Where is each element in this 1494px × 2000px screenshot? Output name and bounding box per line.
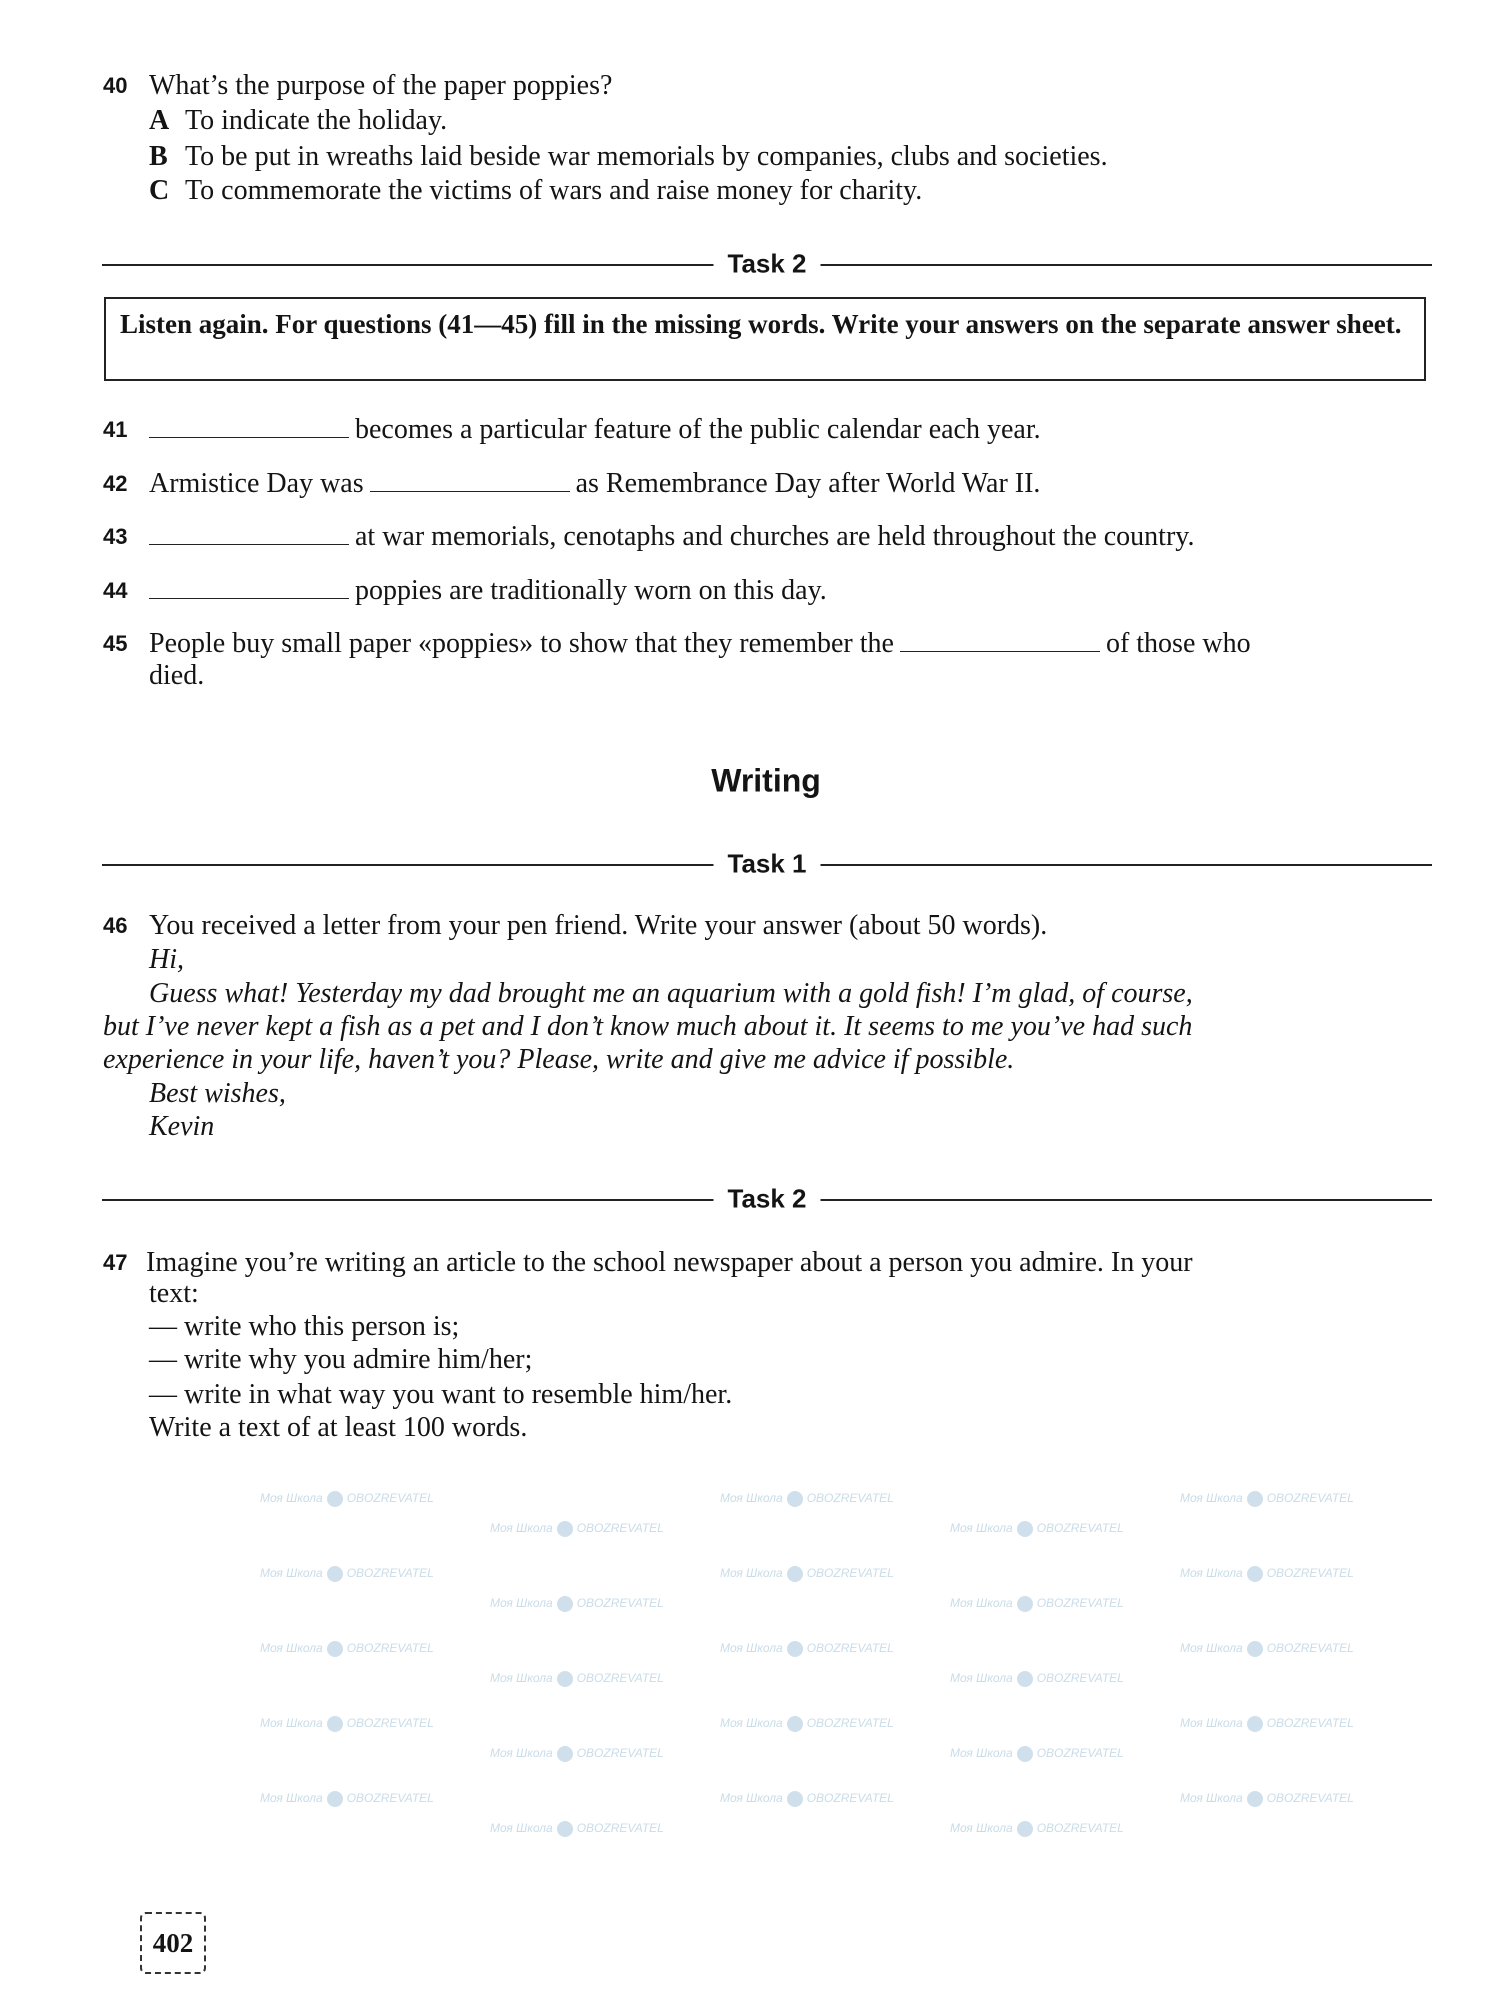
- watermark: Моя Школа OBOZREVATEL: [490, 1671, 664, 1685]
- option-letter: B: [149, 141, 168, 172]
- question-text: died.: [149, 660, 205, 691]
- task-title: Task 2: [713, 249, 820, 280]
- watermark: Моя Школа OBOZREVATEL: [260, 1716, 434, 1730]
- instruction-box: Listen again. For questions (41—45) fill in the missing words. Write your answers on the separate answer sheet.: [104, 297, 1426, 381]
- bullet-item: — write in what way you want to resemble him/her.: [149, 1379, 733, 1410]
- question-42: [149, 467, 1040, 501]
- question-43: [149, 520, 1194, 554]
- watermark: Моя Школа OBOZREVATEL: [720, 1641, 894, 1655]
- question-44: [149, 574, 827, 608]
- watermark: Моя Школа OBOZREVATEL: [720, 1491, 894, 1505]
- watermark: Моя Школа OBOZREVATEL: [950, 1746, 1124, 1760]
- question-text: at war memorials, cenotaphs and churches are held throughout the country.: [355, 521, 1195, 552]
- watermark: Моя Школа OBOZREVATEL: [260, 1641, 434, 1655]
- option-text: To commemorate the victims of wars and raise money for charity.: [185, 175, 923, 206]
- answer-blank: [370, 469, 570, 492]
- watermark: Моя Школа OBOZREVATEL: [950, 1671, 1124, 1685]
- watermark: Моя Школа OBOZREVATEL: [490, 1521, 664, 1535]
- question-text: Armistice Day was: [149, 468, 364, 499]
- question-number: 46: [103, 913, 128, 938]
- watermark: Моя Школа OBOZREVATEL: [1180, 1566, 1354, 1580]
- question-text: poppies are traditionally worn on this day.: [355, 575, 827, 606]
- bullet-item: — write why you admire him/her;: [149, 1344, 533, 1375]
- option-letter: A: [149, 105, 170, 136]
- letter-closing: Best wishes,: [149, 1078, 286, 1109]
- option-b: [149, 140, 1108, 174]
- question-text: What’s the purpose of the paper poppies?: [149, 70, 613, 101]
- question-text: People buy small paper «poppies» to show that they remember the: [149, 628, 894, 659]
- option-letter: C: [149, 175, 170, 206]
- watermark: Моя Школа OBOZREVATEL: [1180, 1716, 1354, 1730]
- question-number: 40: [103, 73, 128, 98]
- watermark: Моя Школа OBOZREVATEL: [490, 1596, 664, 1610]
- task-title: Task 1: [713, 849, 820, 880]
- answer-blank: [900, 629, 1100, 652]
- option-text: To indicate the holiday.: [185, 105, 448, 136]
- watermark: Моя Школа OBOZREVATEL: [950, 1521, 1124, 1535]
- watermark: Моя Школа OBOZREVATEL: [950, 1821, 1124, 1835]
- letter-line: but I’ve never kept a fish as a pet and I don’t know much about it. It seems to me you’ve had such: [103, 1011, 1193, 1042]
- answer-blank: [149, 522, 349, 545]
- option-text: To be put in wreaths laid beside war memorials by companies, clubs and societies.: [185, 141, 1108, 172]
- watermark: Моя Школа OBOZREVATEL: [950, 1596, 1124, 1610]
- option-a: [149, 104, 447, 138]
- task-title: Task 2: [713, 1184, 820, 1215]
- question-text: becomes a particular feature of the public calendar each year.: [355, 414, 1041, 445]
- answer-blank: [149, 415, 349, 438]
- bullet-item: — write who this person is;: [149, 1311, 460, 1342]
- watermark: Моя Школа OBOZREVATEL: [260, 1791, 434, 1805]
- question-text: You received a letter from your pen friend. Write your answer (about 50 words).: [149, 910, 1048, 941]
- question-text: Imagine you’re writing an article to the school newspaper about a person you admire. In your: [146, 1247, 1193, 1278]
- question-text: Write a text of at least 100 words.: [149, 1412, 528, 1443]
- question-number: 41: [103, 417, 128, 442]
- page-number: 402: [140, 1912, 206, 1974]
- watermark: Моя Школа OBOZREVATEL: [720, 1791, 894, 1805]
- watermark: Моя Школа OBOZREVATEL: [1180, 1791, 1354, 1805]
- question-text: text:: [149, 1278, 199, 1309]
- letter-signature: Kevin: [149, 1111, 215, 1142]
- letter-greeting: Hi,: [149, 944, 184, 975]
- option-c: [149, 174, 922, 208]
- question-text: of those who: [1105, 628, 1251, 659]
- watermark: Моя Школа OBOZREVATEL: [490, 1821, 664, 1835]
- section-heading: Writing: [711, 762, 821, 799]
- answer-blank: [149, 576, 349, 599]
- watermark: Моя Школа OBOZREVATEL: [260, 1566, 434, 1580]
- question-41: [149, 413, 1041, 447]
- watermark: Моя Школа OBOZREVATEL: [1180, 1491, 1354, 1505]
- question-45: [149, 627, 1251, 661]
- watermark: Моя Школа OBOZREVATEL: [720, 1716, 894, 1730]
- watermark: Моя Школа OBOZREVATEL: [260, 1491, 434, 1505]
- letter-line: experience in your life, haven’t you? Please, write and give me advice if possible.: [103, 1044, 1015, 1075]
- question-number: 42: [103, 471, 128, 496]
- watermark: Моя Школа OBOZREVATEL: [720, 1566, 894, 1580]
- watermark: Моя Школа OBOZREVATEL: [490, 1746, 664, 1760]
- question-number: 43: [103, 524, 128, 549]
- question-number: 47: [103, 1250, 128, 1275]
- question-text: as Remembrance Day after World War II.: [575, 468, 1041, 499]
- letter-line: Guess what! Yesterday my dad brought me an aquarium with a gold fish! I’m glad, of course,: [149, 978, 1193, 1009]
- question-number: 45: [103, 631, 128, 656]
- watermark: Моя Школа OBOZREVATEL: [1180, 1641, 1354, 1655]
- question-number: 44: [103, 578, 128, 603]
